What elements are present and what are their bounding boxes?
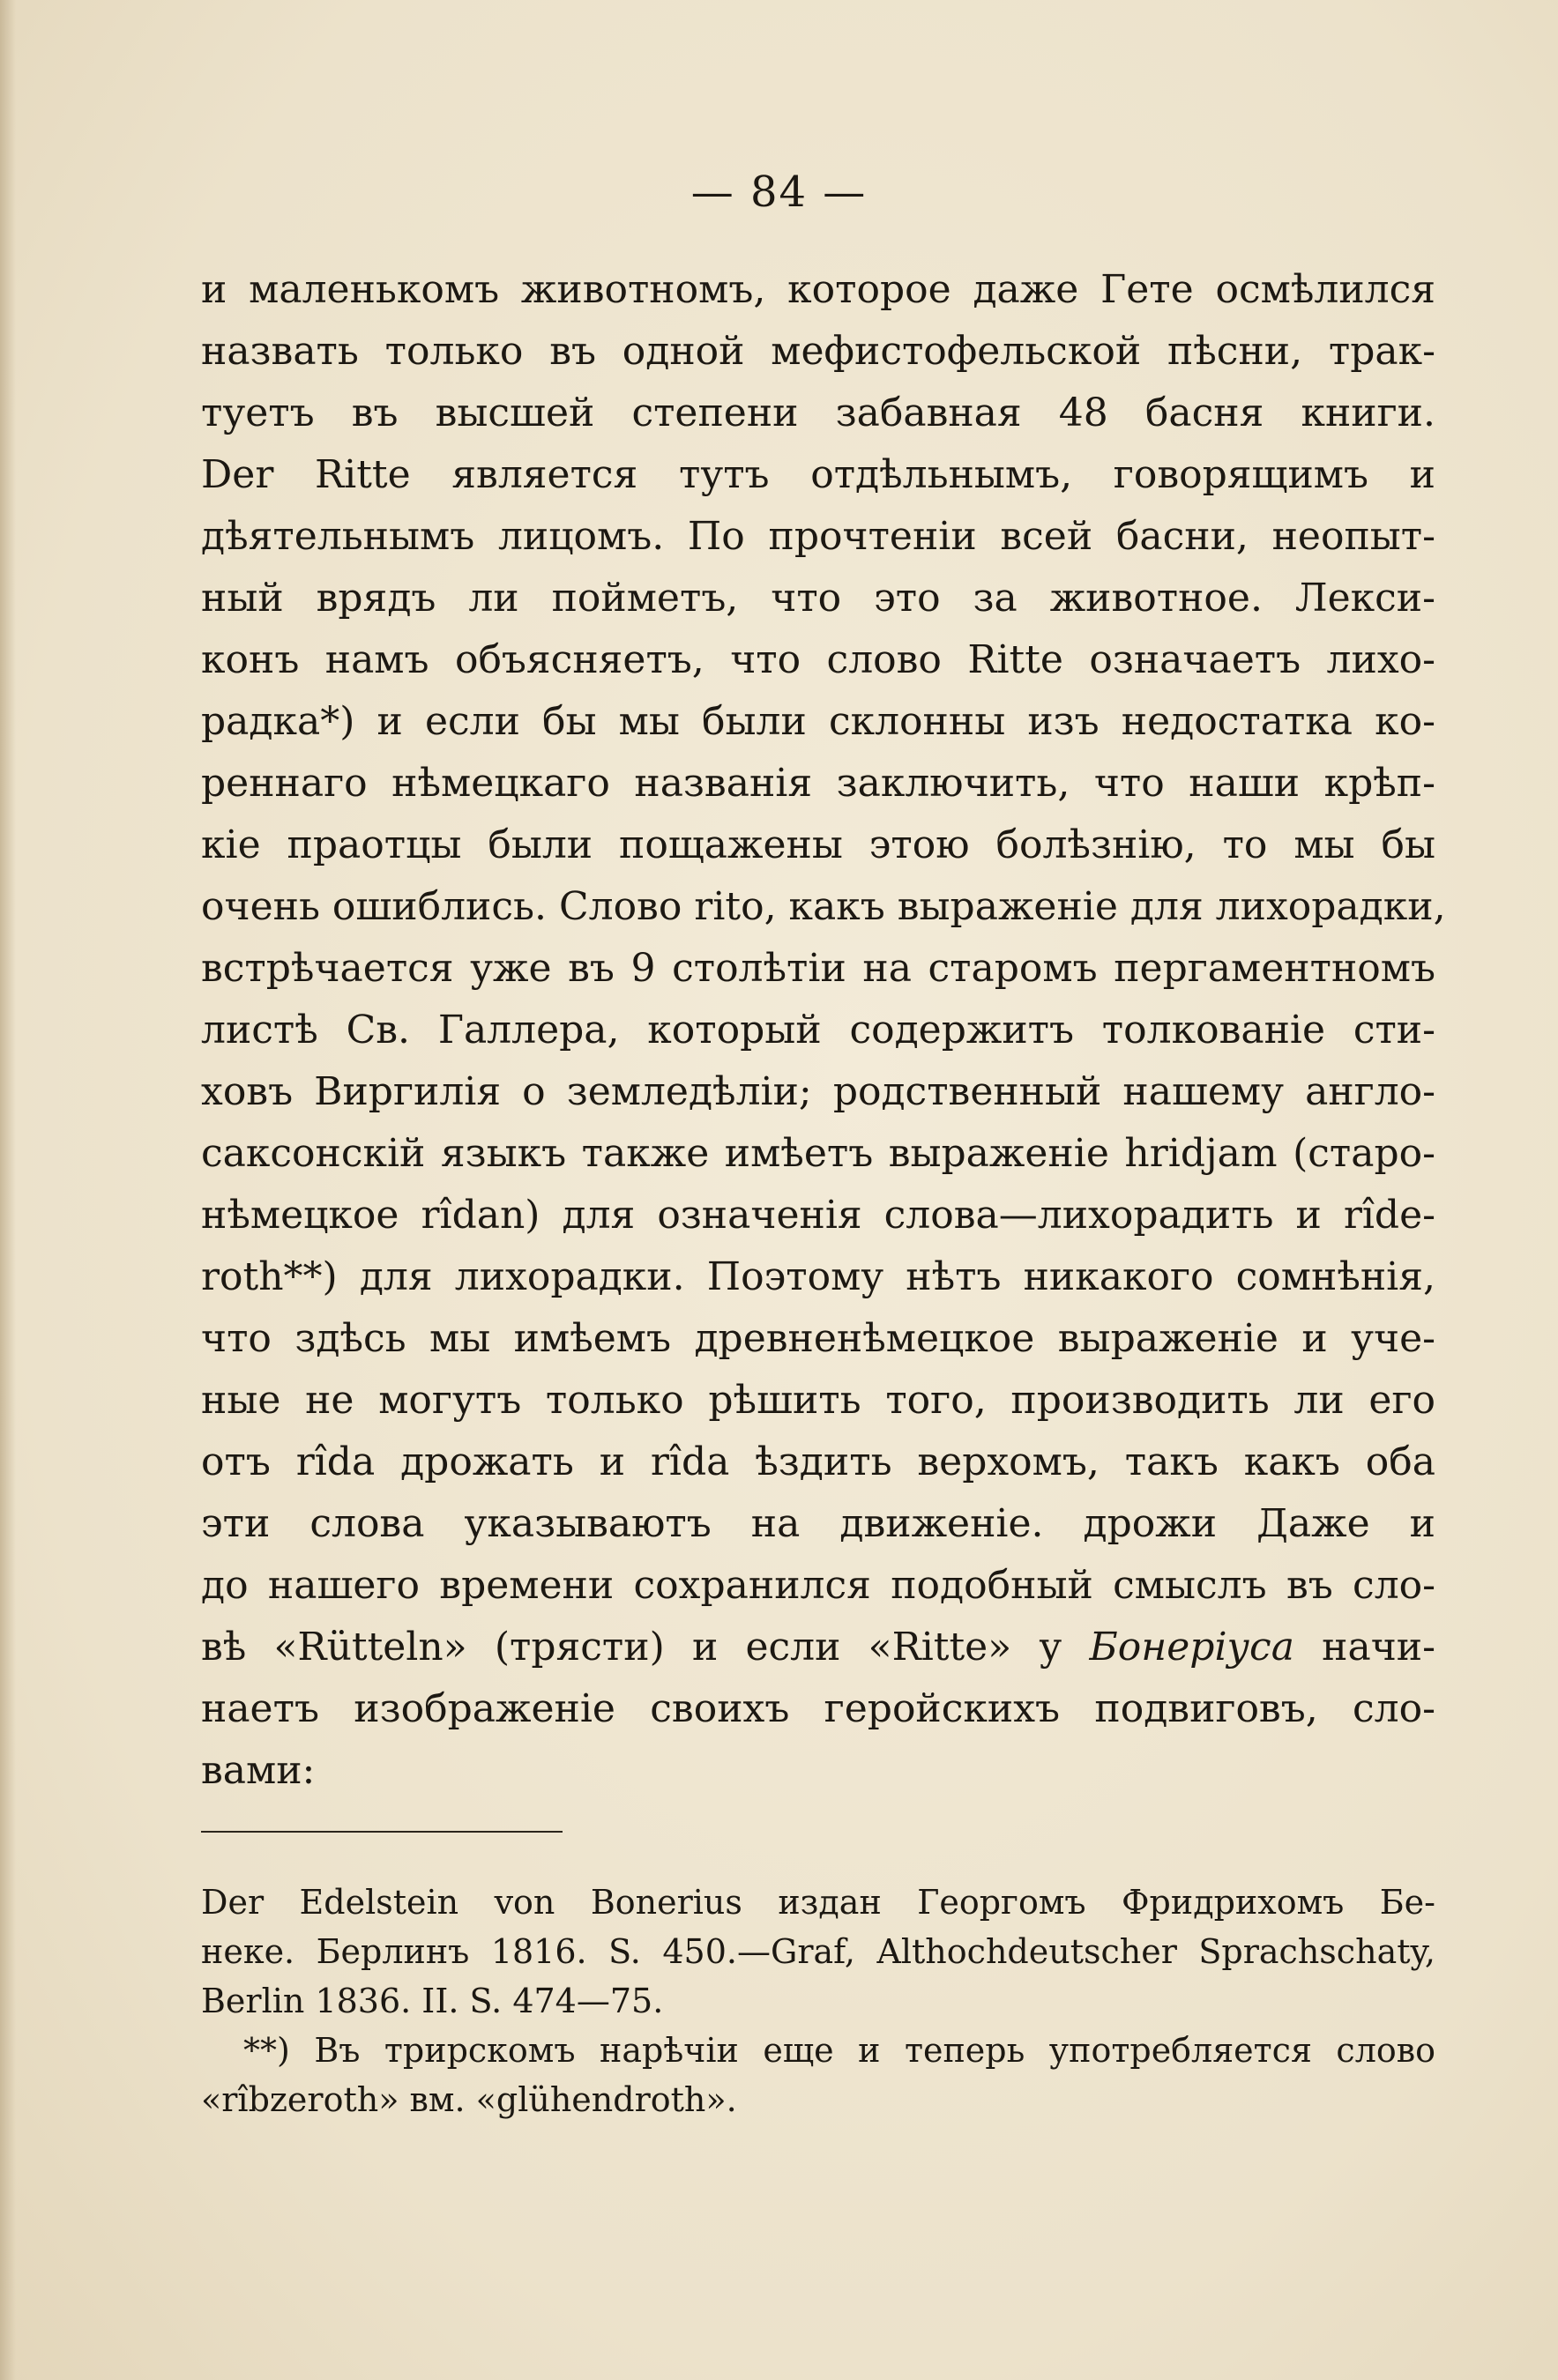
text-line: нѣмецкое rîdan) для означенiя слова—лихорадить и rîde- (201, 1193, 1435, 1238)
footnote-divider (201, 1831, 563, 1833)
text-line: радка*) и если бы мы были склонны изъ недостатка ко- (201, 699, 1435, 744)
text-line: дѣятельнымъ лицомъ. По прочтенiи всей басни, неопыт- (201, 514, 1435, 559)
footnotes (201, 1878, 1435, 2124)
text-line: конъ намъ объясняетъ, что слово Ritte означаетъ лихо- (201, 637, 1435, 682)
text-line: назвать только въ одной мефистофельской пѣсни, трак- (201, 329, 1435, 374)
text-line: кiе праотцы были пощажены этою болѣзнiю, то мы бы (201, 822, 1435, 867)
text-line: ный врядъ ли пойметъ, что это за животное. Лекси- (201, 576, 1435, 621)
text-line: ные не могутъ только рѣшить того, производить ли его (201, 1378, 1435, 1423)
footnote-line: **) Въ трирскомъ нарѣчiи еще и теперь употребляется слово (243, 2031, 1435, 2070)
text-line-with-italic (201, 1617, 1435, 1678)
text-line: что здѣсь мы имѣемъ древненѣмецкое выраженiе и уче- (201, 1316, 1435, 1361)
text-line: встрѣчается уже въ 9 столѣтiи на старомъ пергаментномъ (201, 946, 1435, 991)
text-line: листѣ Св. Галлера, который содержитъ толкованiе сти- (201, 1008, 1435, 1052)
text-line: вами: (201, 1748, 316, 1793)
text-line: реннаго нѣмецкаго названiя заключить, что наши крѣп- (201, 761, 1435, 806)
body-text (201, 259, 1446, 1802)
text-line: roth**) для лихорадки. Поэтому нѣтъ никакого сомнѣнiя, (201, 1254, 1435, 1299)
text-line: эти слова указываютъ на движенiе. дрожи Даже и (201, 1501, 1435, 1546)
italic-name: Бонерiуса (1089, 1625, 1294, 1670)
text-line: туетъ въ высшей степени забавная 48 басня книги. (201, 390, 1435, 435)
footnote-line: Der Edelstein von Bonerius издан Георгомъ Фридрихомъ Бе- (201, 1883, 1435, 1922)
footnote-line: «rîbzeroth» вм. «glühendroth». (201, 2080, 737, 2119)
page-number: — 84 — (690, 167, 868, 217)
text-line: наетъ изображенiе своихъ геройскихъ подвиговъ, сло- (201, 1686, 1435, 1731)
page-edge-shadow (0, 0, 16, 2380)
text-line: саксонскiй языкъ также имѣетъ выраженiе hridjam (старо- (201, 1131, 1435, 1176)
text-segment: начи- (1322, 1625, 1435, 1670)
text-segment: вѣ «Rütteln» (трясти) и если «Ritte» у (201, 1625, 1062, 1670)
text-line: и маленькомъ животномъ, которое даже Гете осмѣлился (201, 267, 1435, 312)
text-line: ховъ Виргилiя о земледѣлiи; родственный нашему англо- (201, 1069, 1435, 1114)
text-line: отъ rîda дрожать и rîda ѣздить верхомъ, такъ какъ оба (201, 1439, 1435, 1484)
footnote-line: Berlin 1836. II. S. 474—75. (201, 1982, 664, 2020)
text-line: очень ошиблись. Слово rito, какъ выраженiе для лихорадки, (201, 884, 1446, 929)
footnote-line: неке. Берлинъ 1816. S. 450.—Graf, Althochdeutscher Sprachschaty, (201, 1932, 1435, 1971)
text-line: до нашего времени сохранился подобный смыслъ въ сло- (201, 1563, 1435, 1608)
text-line: Der Ritte является тутъ отдѣльнымъ, говорящимъ и (201, 452, 1435, 497)
